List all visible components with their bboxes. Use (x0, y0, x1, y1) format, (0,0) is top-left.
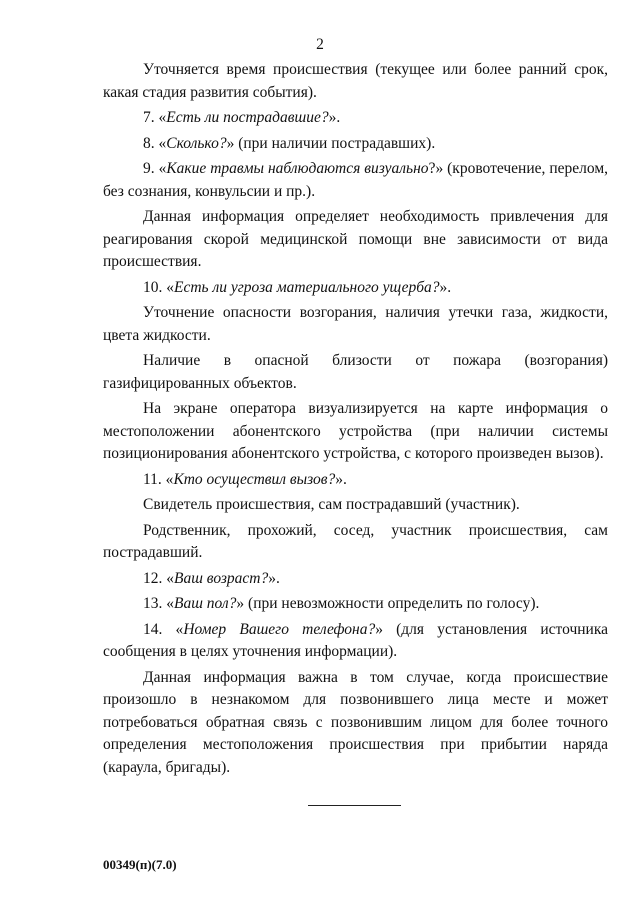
paragraph-time-clarification: Уточняется время происшествия (текущее или более ранний срок, какая стадия развития события). (103, 61, 608, 101)
footer-document-code: 00349(п)(7.0) (103, 857, 177, 872)
paragraph-witness: Свидетель происшествия, сам пострадавший (участник). (143, 496, 520, 513)
question-12: 12. «Ваш возраст?». (143, 569, 280, 587)
question-7: 7. «Есть ли пострадавшие?». (143, 109, 341, 126)
paragraph-relative: Родственник, прохожий, сосед, участник происшествия, сам пострадавший. (103, 521, 608, 561)
question-10: 10. «Есть ли угроза материального ущерба?». (143, 278, 452, 296)
document-body (103, 59, 608, 782)
question-13: 13. «Ваш пол?» (при невозможности определить по голосу). (143, 595, 540, 612)
paragraph-callback-info: Данная информация важна в том случае, когда происшествие произошло в незнакомом для позвонившего лица месте и может потребоваться обратная связь с позвонившим лицом для более точного определения местоположения происшествия при прибытии наряда (караула, бригады). (103, 668, 608, 776)
page-number: 2 (316, 36, 324, 53)
question-8: 8. «Сколько?» (при наличии пострадавших). (143, 134, 436, 152)
paragraph-medical-info: Данная информация определяет необходимость привлечения для реагирования скорой медицинской помощи вне зависимости от вида происшествия. (103, 208, 608, 270)
paragraph-fire-danger: Уточнение опасности возгорания, наличия утечки газа, жидкости, цвета жидкости. (103, 304, 608, 344)
separator-rule (308, 805, 401, 806)
question-9: 9. «Какие травмы наблюдаются визуально?» (кровотечение, перелом, без сознания, конвульсии и пр.). (103, 160, 609, 200)
paragraph-operator-map: На экране оператора визуализируется на карте информация о местоположении абонентского устройства (при наличии системы позиционирования абонентского устройства, с которого произведен вызов). (103, 400, 608, 462)
question-11: 11. «Кто осуществил вызов?». (143, 470, 347, 488)
paragraph-gas-objects: Наличие в опасной близости от пожара (возгорания) газифицированных объектов. (103, 352, 608, 392)
question-14: 14. «Номер Вашего телефона?» (для установления источника сообщения в целях уточнения информации). (103, 620, 609, 660)
